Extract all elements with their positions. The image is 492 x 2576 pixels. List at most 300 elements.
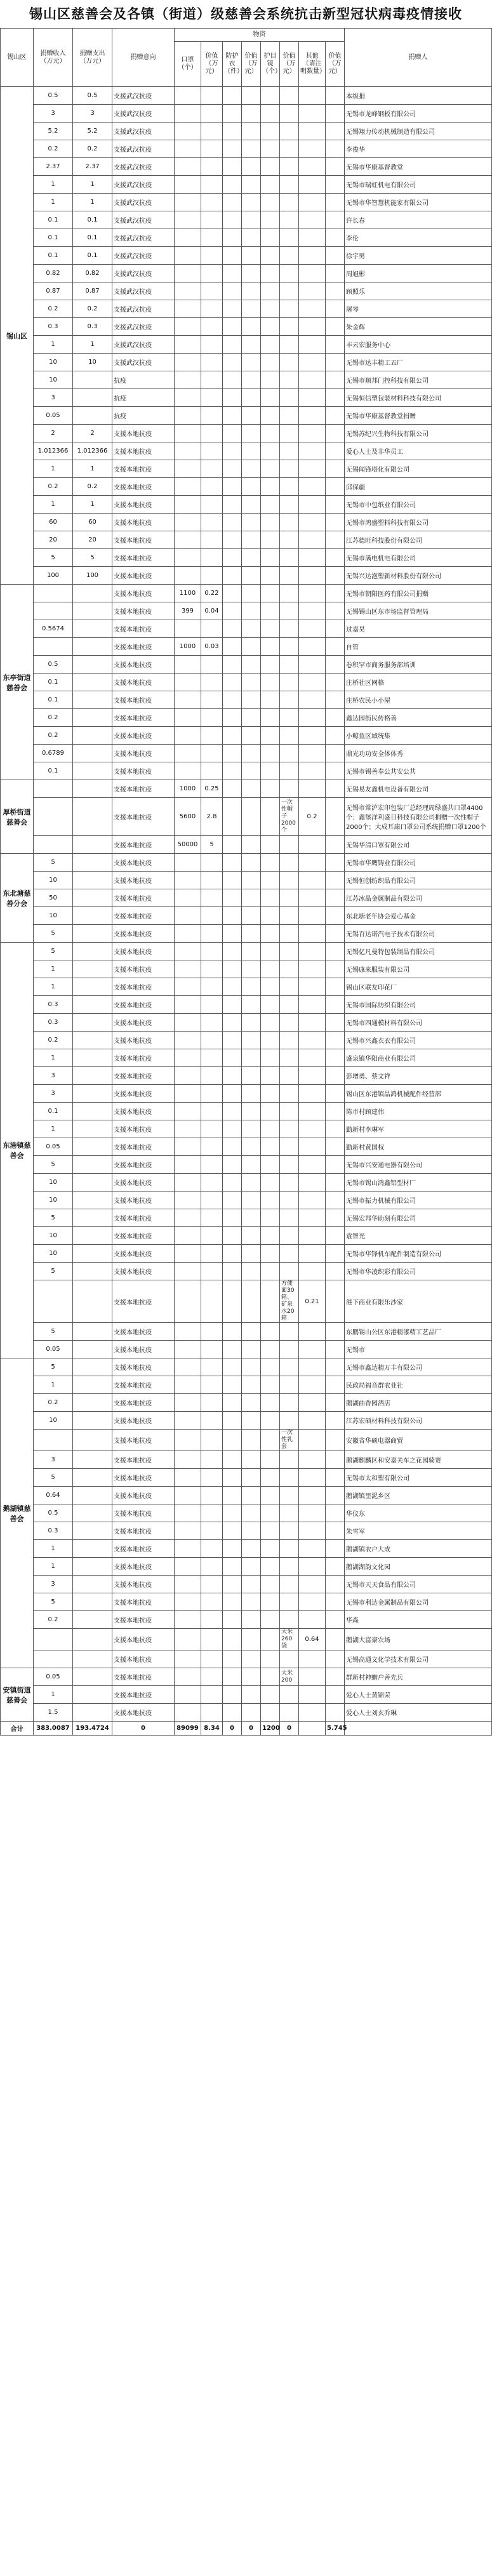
glove-value-cell bbox=[280, 1522, 299, 1540]
total-usage: 0 bbox=[112, 1722, 175, 1736]
received-cell: 0.5 bbox=[34, 87, 73, 105]
usage-cell: 支援本地抗疫 bbox=[112, 907, 175, 925]
donor-cell: 邱保疆 bbox=[345, 478, 492, 496]
masks-cell bbox=[175, 978, 201, 996]
gloves-cell bbox=[261, 780, 280, 798]
received-cell: 3 bbox=[34, 1576, 73, 1593]
spent-cell bbox=[73, 1067, 112, 1085]
mask-value-cell bbox=[201, 1358, 223, 1376]
table-row bbox=[1, 567, 492, 585]
gloves-cell bbox=[261, 1067, 280, 1085]
suits-cell bbox=[223, 1085, 242, 1103]
usage-cell: 支援武汉抗疫 bbox=[112, 140, 175, 158]
received-cell: 0.82 bbox=[34, 265, 73, 282]
received-cell: 0.2 bbox=[34, 1032, 73, 1049]
spent-cell bbox=[73, 1103, 112, 1120]
suit-value-cell bbox=[242, 425, 261, 442]
mask-value-cell bbox=[201, 691, 223, 709]
donor-cell: 爱心人士刘玄乔琳 bbox=[345, 1704, 492, 1722]
suits-cell bbox=[223, 872, 242, 889]
mask-value-cell bbox=[201, 1263, 223, 1280]
other-value-cell bbox=[326, 691, 345, 709]
received-cell bbox=[34, 836, 73, 854]
suit-value-cell bbox=[242, 1487, 261, 1504]
other-value-cell bbox=[326, 1668, 345, 1686]
glove-value-cell bbox=[280, 300, 299, 318]
suits-cell bbox=[223, 727, 242, 745]
spent-cell bbox=[73, 1593, 112, 1611]
mask-value-cell bbox=[201, 1103, 223, 1120]
masks-cell bbox=[175, 854, 201, 872]
other-value-cell bbox=[326, 478, 345, 496]
table-row bbox=[1, 656, 492, 674]
gloves-cell bbox=[261, 140, 280, 158]
donor-cell: 无锡市鑫达精万丰有限公司 bbox=[345, 1358, 492, 1376]
spent-cell bbox=[73, 1704, 112, 1722]
received-cell: 10 bbox=[34, 1192, 73, 1209]
gloves-cell bbox=[261, 960, 280, 978]
other-value-cell bbox=[326, 1540, 345, 1558]
suits-cell bbox=[223, 1192, 242, 1209]
masks-cell bbox=[175, 1376, 201, 1394]
suit-value-cell bbox=[242, 854, 261, 872]
usage-cell: 支援本地抗疫 bbox=[112, 1504, 175, 1522]
donor-cell: 鑫达园街民传格善 bbox=[345, 709, 492, 727]
suit-value-cell bbox=[242, 1522, 261, 1540]
spent-cell bbox=[73, 1629, 112, 1650]
donation-table bbox=[0, 28, 492, 1736]
suits-cell bbox=[223, 1245, 242, 1263]
mask-value-cell bbox=[201, 1469, 223, 1487]
other-cell bbox=[299, 211, 326, 229]
other-value-cell bbox=[326, 105, 345, 123]
mask-value-cell bbox=[201, 996, 223, 1014]
glove-value-cell bbox=[280, 1487, 299, 1504]
other-value-cell bbox=[326, 638, 345, 656]
suit-value-cell bbox=[242, 265, 261, 282]
donor-cell: 安徽省华硕电器商贸 bbox=[345, 1430, 492, 1451]
usage-cell: 支援武汉抗疫 bbox=[112, 247, 175, 265]
mask-value-cell bbox=[201, 1032, 223, 1049]
mask-value-cell bbox=[201, 300, 223, 318]
other-value-cell bbox=[326, 336, 345, 354]
donor-cell: 无锡高通文化学技术有限公司 bbox=[345, 1650, 492, 1668]
donor-cell: 彭增勇、蔡文祥 bbox=[345, 1067, 492, 1085]
suits-cell bbox=[223, 745, 242, 762]
other-cell bbox=[299, 745, 326, 762]
received-cell bbox=[34, 585, 73, 602]
received-cell: 10 bbox=[34, 1412, 73, 1430]
donor-cell: 朱雪军 bbox=[345, 1522, 492, 1540]
spent-cell bbox=[73, 1394, 112, 1412]
donor-cell: 庄桥农民小小屋 bbox=[345, 691, 492, 709]
suit-value-cell bbox=[242, 496, 261, 514]
mask-value-cell bbox=[201, 1323, 223, 1341]
spent-cell bbox=[73, 656, 112, 674]
table-row bbox=[1, 1487, 492, 1504]
suit-value-cell bbox=[242, 1103, 261, 1120]
gloves-cell bbox=[261, 300, 280, 318]
received-cell: 0.1 bbox=[34, 762, 73, 780]
suits-cell bbox=[223, 585, 242, 602]
masks-cell bbox=[175, 1103, 201, 1120]
usage-cell: 支援本地抗疫 bbox=[112, 836, 175, 854]
usage-cell: 支援本地抗疫 bbox=[112, 638, 175, 656]
suits-cell bbox=[223, 247, 242, 265]
suits-cell bbox=[223, 762, 242, 780]
spent-cell: 0.2 bbox=[73, 478, 112, 496]
masks-cell bbox=[175, 442, 201, 460]
masks-cell bbox=[175, 1323, 201, 1341]
suits-cell bbox=[223, 1593, 242, 1611]
donor-cell: 无锡兴达泡塑新材料股份有限公司 bbox=[345, 567, 492, 585]
other-cell bbox=[299, 1558, 326, 1576]
glove-value-cell bbox=[280, 745, 299, 762]
spent-cell bbox=[73, 1209, 112, 1227]
other-value-cell bbox=[326, 1451, 345, 1469]
donor-cell: 无锡百达诺汽电子技术有限公司 bbox=[345, 925, 492, 943]
other-value-cell bbox=[326, 872, 345, 889]
donor-cell: 徐宇男 bbox=[345, 247, 492, 265]
spent-cell bbox=[73, 1576, 112, 1593]
suit-value-cell bbox=[242, 354, 261, 371]
suit-value-cell bbox=[242, 1629, 261, 1650]
suit-value-cell bbox=[242, 1668, 261, 1686]
gloves-cell bbox=[261, 336, 280, 354]
mask-value-cell bbox=[201, 1412, 223, 1430]
header-received: 捐赠收入（万元） bbox=[34, 29, 73, 87]
usage-cell: 支援本地抗疫 bbox=[112, 1629, 175, 1650]
spent-cell bbox=[73, 1192, 112, 1209]
usage-cell: 支援本地抗疫 bbox=[112, 709, 175, 727]
spent-cell: 0.87 bbox=[73, 282, 112, 300]
usage-cell: 支援本地抗疫 bbox=[112, 1576, 175, 1593]
gloves-cell bbox=[261, 123, 280, 140]
other-value-cell bbox=[326, 1014, 345, 1032]
usage-cell: 支援武汉抗疫 bbox=[112, 176, 175, 194]
donor-cell: 无锡宏邦华助刻有限公司 bbox=[345, 1209, 492, 1227]
table-row bbox=[1, 1323, 492, 1341]
gloves-cell bbox=[261, 282, 280, 300]
other-value-cell bbox=[326, 1412, 345, 1430]
region-cell: 厚桥街道慈善会 bbox=[1, 780, 34, 854]
table-row bbox=[1, 1103, 492, 1120]
gloves-cell bbox=[261, 1120, 280, 1138]
usage-cell: 支援武汉抗疫 bbox=[112, 336, 175, 354]
glove-value-cell bbox=[280, 854, 299, 872]
usage-cell: 支援本地抗疫 bbox=[112, 1412, 175, 1430]
gloves-cell bbox=[261, 1085, 280, 1103]
masks-cell: 1100 bbox=[175, 585, 201, 602]
suit-value-cell bbox=[242, 1558, 261, 1576]
total-masks: 89099 bbox=[175, 1722, 201, 1736]
usage-cell: 支援本地抗疫 bbox=[112, 1032, 175, 1049]
received-cell: 0.2 bbox=[34, 1611, 73, 1629]
suits-cell bbox=[223, 620, 242, 638]
gloves-cell bbox=[261, 1629, 280, 1650]
suit-value-cell bbox=[242, 1049, 261, 1067]
spent-cell: 1.012366 bbox=[73, 442, 112, 460]
usage-cell: 支援武汉抗疫 bbox=[112, 318, 175, 336]
mask-value-cell bbox=[201, 1576, 223, 1593]
suits-cell bbox=[223, 265, 242, 282]
table-row bbox=[1, 176, 492, 194]
donor-cell: 无锡市华鹰铸业有限公司 bbox=[345, 854, 492, 872]
suits-cell bbox=[223, 1650, 242, 1668]
glove-value-cell bbox=[280, 1558, 299, 1576]
table-row bbox=[1, 282, 492, 300]
mask-value-cell bbox=[201, 1174, 223, 1192]
masks-cell bbox=[175, 1174, 201, 1192]
mask-value-cell bbox=[201, 194, 223, 211]
masks-cell bbox=[175, 229, 201, 247]
other-cell bbox=[299, 1611, 326, 1629]
received-cell: 0.1 bbox=[34, 1103, 73, 1120]
suits-cell bbox=[223, 425, 242, 442]
suits-cell bbox=[223, 1227, 242, 1245]
masks-cell bbox=[175, 336, 201, 354]
spent-cell bbox=[73, 407, 112, 425]
suits-cell bbox=[223, 780, 242, 798]
masks-cell bbox=[175, 1558, 201, 1576]
suit-value-cell bbox=[242, 318, 261, 336]
glove-value-cell bbox=[280, 105, 299, 123]
spent-cell bbox=[73, 1430, 112, 1451]
table-row bbox=[1, 1014, 492, 1032]
other-value-cell bbox=[326, 1522, 345, 1540]
gloves-cell bbox=[261, 691, 280, 709]
masks-cell bbox=[175, 674, 201, 691]
received-cell: 5 bbox=[34, 854, 73, 872]
spent-cell bbox=[73, 1469, 112, 1487]
masks-cell: 1000 bbox=[175, 638, 201, 656]
other-cell bbox=[299, 123, 326, 140]
received-cell: 100 bbox=[34, 567, 73, 585]
glove-value-cell: 方便面30箱、矿泉水20箱 bbox=[280, 1280, 299, 1323]
suits-cell bbox=[223, 567, 242, 585]
gloves-cell bbox=[261, 978, 280, 996]
glove-value-cell bbox=[280, 709, 299, 727]
received-cell: 1 bbox=[34, 1558, 73, 1576]
received-cell: 1 bbox=[34, 1376, 73, 1394]
spent-cell bbox=[73, 1032, 112, 1049]
table-row bbox=[1, 1280, 492, 1323]
table-row bbox=[1, 1668, 492, 1686]
usage-cell: 支援武汉抗疫 bbox=[112, 87, 175, 105]
spent-cell bbox=[73, 854, 112, 872]
usage-cell: 支援本地抗疫 bbox=[112, 585, 175, 602]
total-donor bbox=[345, 1722, 492, 1736]
suits-cell bbox=[223, 889, 242, 907]
masks-cell bbox=[175, 460, 201, 478]
suits-cell bbox=[223, 1668, 242, 1686]
masks-cell bbox=[175, 1540, 201, 1558]
table-row bbox=[1, 907, 492, 925]
suit-value-cell bbox=[242, 602, 261, 620]
suit-value-cell bbox=[242, 460, 261, 478]
other-cell bbox=[299, 638, 326, 656]
spent-cell bbox=[73, 674, 112, 691]
masks-cell bbox=[175, 1263, 201, 1280]
other-cell bbox=[299, 1522, 326, 1540]
mask-value-cell bbox=[201, 1209, 223, 1227]
table-row bbox=[1, 978, 492, 996]
table-body bbox=[1, 87, 492, 1736]
mask-value-cell bbox=[201, 496, 223, 514]
received-cell: 5 bbox=[34, 1209, 73, 1227]
mask-value-cell bbox=[201, 1192, 223, 1209]
mask-value-cell bbox=[201, 727, 223, 745]
table-row bbox=[1, 1650, 492, 1668]
suit-value-cell bbox=[242, 194, 261, 211]
mask-value-cell bbox=[201, 176, 223, 194]
received-cell: 10 bbox=[34, 872, 73, 889]
donor-cell: 无锡苏纪兴生物科技有限公司 bbox=[345, 425, 492, 442]
mask-value-cell bbox=[201, 1593, 223, 1611]
suit-value-cell bbox=[242, 1120, 261, 1138]
other-cell bbox=[299, 1704, 326, 1722]
usage-cell: 支援本地抗疫 bbox=[112, 1686, 175, 1704]
received-cell bbox=[34, 602, 73, 620]
usage-cell: 支援武汉抗疫 bbox=[112, 211, 175, 229]
mask-value-cell bbox=[201, 1451, 223, 1469]
mask-value-cell bbox=[201, 1138, 223, 1156]
other-value-cell bbox=[326, 229, 345, 247]
donor-cell: 民政局福音群农业社 bbox=[345, 1376, 492, 1394]
mask-value-cell bbox=[201, 1014, 223, 1032]
usage-cell: 支援本地抗疫 bbox=[112, 1192, 175, 1209]
gloves-cell bbox=[261, 567, 280, 585]
usage-cell: 支援本地抗疫 bbox=[112, 1280, 175, 1323]
masks-cell bbox=[175, 1593, 201, 1611]
usage-cell: 支援本地抗疫 bbox=[112, 1209, 175, 1227]
donor-cell: 李伦 bbox=[345, 229, 492, 247]
masks-cell bbox=[175, 389, 201, 407]
suits-cell bbox=[223, 674, 242, 691]
glove-value-cell bbox=[280, 1376, 299, 1394]
suit-value-cell bbox=[242, 336, 261, 354]
other-cell bbox=[299, 1504, 326, 1522]
other-value-cell bbox=[326, 854, 345, 872]
total-suits: 0 bbox=[223, 1722, 242, 1736]
total-other bbox=[299, 1722, 326, 1736]
other-value-cell bbox=[326, 1558, 345, 1576]
other-value-cell bbox=[326, 602, 345, 620]
other-cell bbox=[299, 978, 326, 996]
gloves-cell bbox=[261, 531, 280, 549]
other-value-cell bbox=[326, 1704, 345, 1722]
glove-value-cell bbox=[280, 1412, 299, 1430]
donor-cell: 华仪东 bbox=[345, 1504, 492, 1522]
suits-cell bbox=[223, 442, 242, 460]
mask-value-cell bbox=[201, 460, 223, 478]
glove-value-cell bbox=[280, 943, 299, 960]
masks-cell bbox=[175, 176, 201, 194]
suits-cell bbox=[223, 300, 242, 318]
other-cell bbox=[299, 960, 326, 978]
glove-value-cell bbox=[280, 265, 299, 282]
other-value-cell bbox=[326, 1358, 345, 1376]
received-cell: 1 bbox=[34, 1686, 73, 1704]
donor-cell: 屠琴 bbox=[345, 300, 492, 318]
received-cell bbox=[34, 798, 73, 836]
other-cell: 0.21 bbox=[299, 1280, 326, 1323]
other-cell bbox=[299, 389, 326, 407]
table-row bbox=[1, 602, 492, 620]
other-cell bbox=[299, 265, 326, 282]
donor-cell: 东北塘老年协会爱心基金 bbox=[345, 907, 492, 925]
other-cell bbox=[299, 300, 326, 318]
donor-cell: 无锡市振力机械有限公司 bbox=[345, 1192, 492, 1209]
other-value-cell bbox=[326, 247, 345, 265]
masks-cell bbox=[175, 620, 201, 638]
suit-value-cell bbox=[242, 1469, 261, 1487]
table-row bbox=[1, 889, 492, 907]
glove-value-cell bbox=[280, 442, 299, 460]
suits-cell bbox=[223, 496, 242, 514]
table-row bbox=[1, 460, 492, 478]
mask-value-cell bbox=[201, 960, 223, 978]
suits-cell bbox=[223, 1358, 242, 1376]
glove-value-cell bbox=[280, 229, 299, 247]
gloves-cell bbox=[261, 1487, 280, 1504]
mask-value-cell bbox=[201, 1067, 223, 1085]
received-cell: 0.05 bbox=[34, 1668, 73, 1686]
other-value-cell bbox=[326, 1032, 345, 1049]
suits-cell bbox=[223, 1451, 242, 1469]
glove-value-cell bbox=[280, 1451, 299, 1469]
suits-cell bbox=[223, 1487, 242, 1504]
table-row bbox=[1, 514, 492, 531]
donor-cell: 鹅湖曲香园酒店 bbox=[345, 1394, 492, 1412]
table-row bbox=[1, 745, 492, 762]
table-row bbox=[1, 1341, 492, 1358]
spent-cell bbox=[73, 1668, 112, 1686]
masks-cell bbox=[175, 1280, 201, 1323]
page-title: 锡山区慈善会及各镇（街道）级慈善会系统抗击新型冠状病毒疫情接收 bbox=[29, 6, 462, 22]
glove-value-cell bbox=[280, 496, 299, 514]
table-row bbox=[1, 1138, 492, 1156]
other-cell bbox=[299, 709, 326, 727]
other-cell bbox=[299, 1138, 326, 1156]
masks-cell bbox=[175, 745, 201, 762]
gloves-cell bbox=[261, 318, 280, 336]
masks-cell bbox=[175, 87, 201, 105]
other-value-cell bbox=[326, 1576, 345, 1593]
suits-cell bbox=[223, 514, 242, 531]
table-row bbox=[1, 265, 492, 282]
usage-cell: 支援本地抗疫 bbox=[112, 889, 175, 907]
spent-cell bbox=[73, 889, 112, 907]
total-mask-value: 8.34 bbox=[201, 1722, 223, 1736]
table-row bbox=[1, 854, 492, 872]
other-value-cell bbox=[326, 282, 345, 300]
mask-value-cell bbox=[201, 1341, 223, 1358]
received-cell: 0.1 bbox=[34, 247, 73, 265]
spent-cell bbox=[73, 1358, 112, 1376]
received-cell: 60 bbox=[34, 514, 73, 531]
suit-value-cell bbox=[242, 371, 261, 389]
glove-value-cell bbox=[280, 620, 299, 638]
donor-cell: 无锡市满电机电有限公司 bbox=[345, 549, 492, 567]
mask-value-cell bbox=[201, 978, 223, 996]
gloves-cell bbox=[261, 638, 280, 656]
other-value-cell bbox=[326, 158, 345, 176]
suits-cell bbox=[223, 1280, 242, 1323]
received-cell: 3 bbox=[34, 1067, 73, 1085]
usage-cell: 支援本地抗疫 bbox=[112, 745, 175, 762]
donor-cell: 无锡市鸿盛塑料科技有限公司 bbox=[345, 514, 492, 531]
